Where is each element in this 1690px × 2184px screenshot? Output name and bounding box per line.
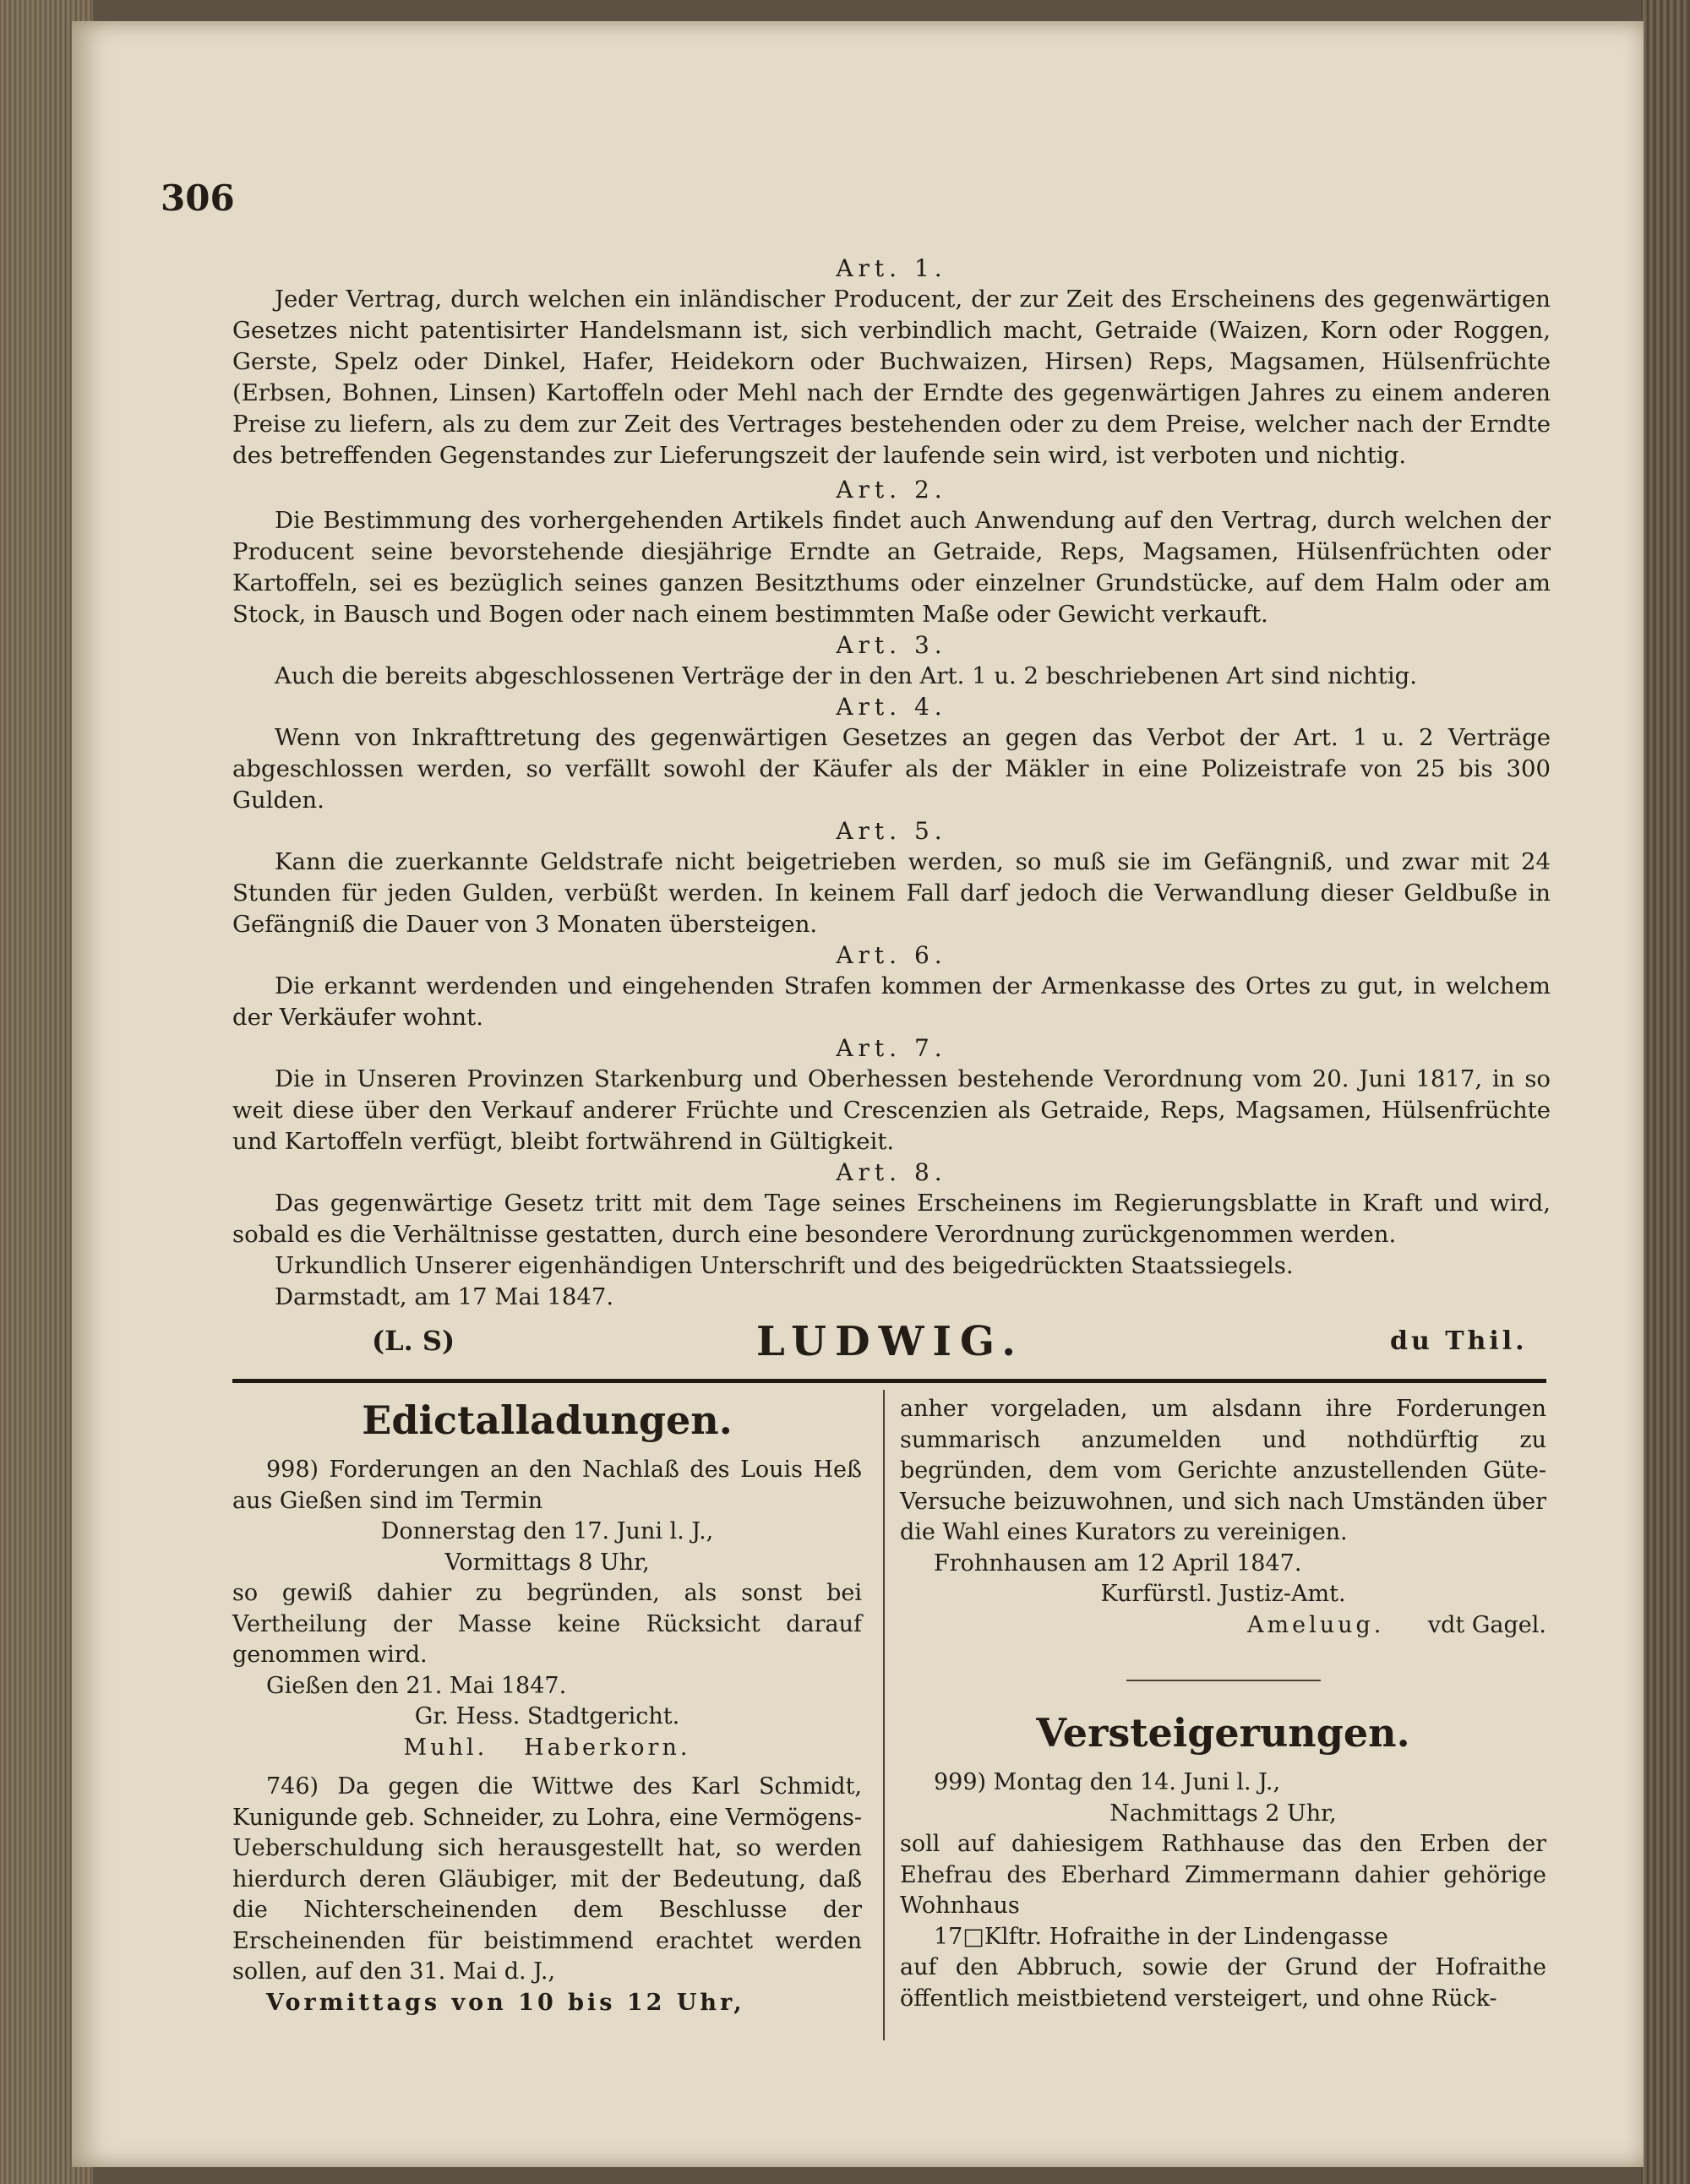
notice-separator — [1126, 1680, 1321, 1681]
law-articles — [232, 253, 1551, 1369]
article-text: Kann die zuerkannte Geldstrafe nicht beigetrieben werden, so muß sie im Gefängniß, und zwar mit 24 Stunden für jeden Gulden, verbüßt werden. In keinem Fall darf jedoch die Verwandlung dieser Geldbuße in Gefängniß die Dauer von 3 Monaten übersteigen. — [232, 848, 1551, 938]
article-text: Wenn von Inkrafttretung des gegenwärtigen Gesetzes an gegen das Verbot der Art. 1 u. 2 Verträge abgeschlossen werden, so verfällt sowohl der Käufer als der Mäkler in eine Polizeistrafe von 25 bis 300 Gulden. — [232, 724, 1551, 814]
right-column — [900, 1394, 1546, 2014]
sovereign-signature: LUDWIG. — [756, 1318, 1024, 1365]
signatory-gagel: vdt Gagel. — [1427, 1611, 1546, 1638]
section-rule — [232, 1379, 1546, 1383]
article-heading: Art. 5. — [836, 817, 947, 845]
article-2 — [232, 475, 1551, 630]
notice-746-place-date: Frohnhausen am 12 April 1847. — [934, 1549, 1302, 1577]
notice-998-signatures — [232, 1733, 862, 1764]
article-heading: Art. 3. — [836, 631, 947, 659]
notice-999-tail: auf den Abbruch, sowie der Grund der Hofraithe öffentlich meistbietend versteigert, und ohne Rück- — [900, 1954, 1546, 2012]
notice-998-opening: 998) Forderungen an den Nachlaß des Louis Heß aus Gießen sind im Termin — [232, 1457, 862, 1514]
article-7 — [232, 1033, 1551, 1157]
book-page-stack-right — [1641, 0, 1690, 2184]
article-heading: Art. 8. — [836, 1158, 947, 1186]
notice-746-body: 746) Da gegen die Wittwe des Karl Schmidt, Kunigunde geb. Schneider, zu Lohra, eine Vermögens-Ueberschuldung sich herausgestellt hat, so werden hierdurch deren Gläubiger, mit der Bedeutung, daß die Nichterscheinenden dem Beschlusse der Erscheinenden für beistimmend erachtet werden sollen, auf den 31. Mai d. J., — [232, 1773, 862, 1985]
column-divider — [883, 1390, 885, 2040]
article-5 — [232, 816, 1551, 940]
signatory-ameluug: Ameluug. — [1247, 1611, 1385, 1638]
notice-999-body: soll auf dahiesigem Rathhause das den Erben der Ehefrau des Eberhard Zimmermann dahier gehörige Wohnhaus — [900, 1831, 1546, 1919]
signatory-muhl: Muhl. — [403, 1734, 488, 1761]
article-heading: Art. 1. — [836, 254, 947, 282]
section-title-versteigerungen: Versteigerungen. — [1036, 1710, 1410, 1756]
signature-row — [232, 1318, 1551, 1369]
article-heading: Art. 7. — [836, 1034, 947, 1062]
notice-746-office: Kurfürstl. Justiz-Amt. — [1100, 1581, 1346, 1607]
article-4 — [232, 692, 1551, 816]
notice-746-time: Vormittags von 10 bis 12 Uhr, — [266, 1989, 745, 2016]
article-text: Auch die bereits abgeschlossenen Verträge der in den Art. 1 u. 2 beschriebenen Art sind nichtig. — [275, 662, 1417, 689]
article-heading: Art. 4. — [836, 693, 947, 721]
article-text: Die erkannt werdenden und eingehenden Strafen kommen der Armenkasse des Ortes zu gut, in welchem der Verkäufer wohnt. — [232, 972, 1551, 1031]
notice-998-time: Vormittags 8 Uhr, — [444, 1549, 650, 1576]
article-1 — [232, 253, 1551, 471]
minister-countersignature: du Thil. — [1390, 1326, 1528, 1356]
closing-place-date: Darmstadt, am 17 Mai 1847. — [275, 1283, 614, 1310]
signatory-haberkorn: Haberkorn. — [524, 1734, 691, 1761]
seal-mark: (L. S) — [372, 1325, 455, 1357]
notice-746-continuation: anher vorgeladen, um alsdann ihre Forderungen summarisch anzumelden und nothdürftig zu begründen, dem vom Gerichte anzustellenden Güte-Versuche beizuwohnen, und sich nach Umständen über die Wahl eines Kurators zu vereinigen. — [900, 1396, 1546, 1545]
notice-998-place-date: Gießen den 21. Mai 1847. — [266, 1672, 567, 1699]
closing-sentence: Urkundlich Unserer eigenhändigen Unterschrift und des beigedrückten Staatssiegels. — [275, 1252, 1294, 1279]
notice-998-date: Donnerstag den 17. Juni l. J., — [380, 1518, 714, 1544]
notice-999-item: 17□Klftr. Hofraithe in der Lindengasse — [934, 1923, 1388, 1950]
article-3 — [232, 630, 1551, 692]
notice-999-time: Nachmittags 2 Uhr, — [1109, 1800, 1337, 1827]
article-text: Das gegenwärtige Gesetz tritt mit dem Tage seines Erscheinens im Regierungsblatte in Kraft und wird, sobald es die Verhältnisse gestatten, durch eine besondere Verordnung zurückgenommen werden. — [232, 1190, 1551, 1248]
notice-999-date: 999) Montag den 14. Juni l. J., — [934, 1769, 1281, 1795]
article-8 — [232, 1157, 1551, 1250]
article-text: Jeder Vertrag, durch welchen ein inländischer Producent, der zur Zeit des Erscheinens des gegenwärtigen Gesetzes nicht patentisirter Handelsmann ist, sich verbindlich macht, Getraide (Waizen, Korn oder Roggen, Gerste, Spelz oder Dinkel, Hafer, Heidekorn oder Buchwaizen, Hirsen) Reps, Magsamen, Hülsenfrüchte (Erbsen, Bohnen, Linsen) Kartoffeln oder Mehl nach der Erndte des gegenwärtigen Jahres zu einem anderen Preise zu liefern, als zu dem zur Zeit des Vertrages bestehenden oder zu dem Preise, welcher nach der Erndte des betreffenden Gegenstandes zur Lieferungszeit der laufende sein wird, ist verboten und nichtig. — [232, 286, 1551, 469]
article-heading: Art. 6. — [836, 941, 947, 969]
left-column — [232, 1394, 862, 2018]
article-heading: Art. 2. — [836, 476, 947, 504]
notice-998-court: Gr. Hess. Stadtgericht. — [414, 1703, 680, 1729]
section-title-edictalladungen: Edictalladungen. — [362, 1397, 733, 1443]
article-text: Die in Unseren Provinzen Starkenburg und Oberhessen bestehende Verordnung vom 20. Juni 1817, in so weit diese über den Verkauf anderer Früchte und Crescenzien als Getraide, Reps, Magsamen, Hülsenfrüchte und Kartoffeln verfügt, bleibt fortwährend in Gültigkeit. — [232, 1065, 1551, 1155]
page-number: 306 — [161, 177, 235, 219]
article-text: Die Bestimmung des vorhergehenden Artikels findet auch Anwendung auf den Vertrag, durch welchen der Producent seine bevorstehende diesjährige Erndte an Getraide, Reps, Magsamen, Hülsenfrüchten oder Kartoffeln, sei es bezüglich seines ganzen Besitzthums oder einzelner Grundstücke, auf dem Halm oder am Stock, in Bausch und Bogen oder nach einem bestimmten Maße oder Gewicht verkauft. — [232, 507, 1551, 628]
notice-746-signatures — [900, 1610, 1546, 1642]
notice-998-body: so gewiß dahier zu begründen, als sonst bei Vertheilung der Masse keine Rücksicht darauf genommen wird. — [232, 1580, 862, 1668]
article-6 — [232, 940, 1551, 1033]
